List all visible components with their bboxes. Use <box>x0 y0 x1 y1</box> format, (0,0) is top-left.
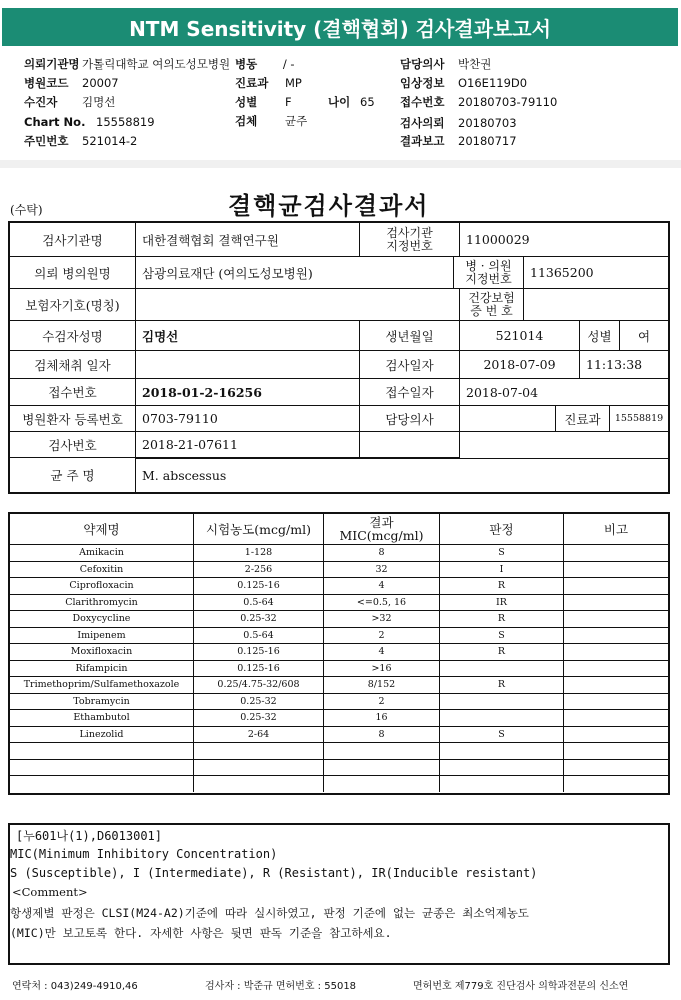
drug-cell-remark <box>564 760 668 776</box>
drug-cell-drug <box>10 760 194 776</box>
hospital-code-label: 병 · 의원 지정번호 <box>454 257 524 289</box>
col-header-result: 결과 MIC(mcg/ml) <box>324 514 440 544</box>
col-header-remark: 비고 <box>603 521 629 537</box>
notes-mic-definition: MIC(Minimum Inhibitory Concentration) <box>10 847 278 861</box>
drug-cell-drug: Imipenem <box>10 628 194 644</box>
health-insurance-label: 건강보험 증 번 호 <box>460 289 524 321</box>
drug-cell-interp: S <box>440 628 564 644</box>
drug-cell-mic: <=0.5, 16 <box>324 595 440 611</box>
header-hospital-code: 병원코드 20007 <box>24 76 119 90</box>
lab-code-value: 11000029 <box>460 223 668 257</box>
test-no-value: 2018-21-07611 <box>136 432 360 458</box>
drug-row <box>10 561 668 578</box>
drug-cell-remark <box>564 710 668 726</box>
drug-cell-mic: 2 <box>324 628 440 644</box>
drug-cell-drug: Clarithromycin <box>10 595 194 611</box>
drug-cell-drug <box>10 743 194 759</box>
drug-cell-remark <box>564 545 668 561</box>
report-banner <box>2 8 678 46</box>
drug-row <box>10 660 668 677</box>
collect-date-value <box>136 351 360 379</box>
notes-box <box>8 823 670 965</box>
document-title: 결핵균검사결과서 <box>228 191 430 220</box>
receipt-date-label: 접수일자 <box>360 379 460 406</box>
header-requester: 의뢰기관명 가톨릭대학교 여의도성모병원 <box>24 57 231 71</box>
header-dept: 진료과 MP <box>235 76 302 90</box>
footer-examiner: 검사자 : 박준규 면허번호 : 55018 <box>205 981 357 992</box>
drug-cell-drug: Ciprofloxacin <box>10 578 194 594</box>
footer-contact: 연락처 : 043)249-4910,46 <box>12 981 138 992</box>
drug-cell-drug: Tobramycin <box>10 694 194 710</box>
drug-cell-drug: Trimethoprim/Sulfamethoxazole <box>10 677 194 693</box>
patient-name-value: 김명선 <box>136 321 360 351</box>
drug-row <box>10 676 668 693</box>
drug-cell-interp <box>440 694 564 710</box>
drug-row <box>10 759 668 776</box>
drug-cell-mic: 32 <box>324 562 440 578</box>
drug-cell-drug: Doxycycline <box>10 611 194 627</box>
insurer-value <box>136 289 460 321</box>
header-chart-no: Chart No. 15558819 <box>24 115 155 129</box>
attending-doctor-label: 담당의사 <box>360 406 460 432</box>
notes-comment-line2: (MIC)만 보고토록 한다. 자세한 사항은 뒷면 판독 기준을 참고하세요. <box>10 926 392 940</box>
birth-label: 생년월일 <box>360 321 460 351</box>
drug-row <box>10 643 668 660</box>
drug-cell-remark <box>564 661 668 677</box>
test-time-value: 11:13:38 <box>580 351 668 379</box>
header-ward: 병동 / - <box>235 57 295 71</box>
drug-row <box>10 726 668 743</box>
receipt-date-value: 2018-07-04 <box>460 379 668 406</box>
col-header-concentration: 시험농도(mcg/ml) <box>194 514 324 544</box>
header-sex: 성별 F <box>235 95 292 109</box>
drug-row <box>10 610 668 627</box>
drug-row <box>10 577 668 594</box>
lab-value: 대한결핵협회 결핵연구원 <box>136 223 360 257</box>
drug-cell-mic: 8 <box>324 545 440 561</box>
requester-label: 의뢰 병의원명 <box>10 257 136 289</box>
footer-specialist: 면허번호 제779호 진단검사 의학과전문의 신소연 <box>413 981 629 992</box>
drug-cell-conc: 2-256 <box>194 562 324 578</box>
drug-cell-conc <box>194 743 324 759</box>
notes-code: [누601나(1),D6013001] <box>16 829 163 843</box>
test-date-value: 2018-07-09 <box>460 351 580 379</box>
drug-cell-interp: S <box>440 727 564 743</box>
drug-cell-conc <box>194 776 324 792</box>
header-clinical-info: 임상정보 O16E119D0 <box>400 76 528 90</box>
drug-cell-remark <box>564 644 668 660</box>
registration-label: 병원환자 등록번호 <box>10 406 136 432</box>
receipt-no-label: 접수번호 <box>10 379 136 406</box>
col-header-drug: 약제명 <box>10 514 194 544</box>
drug-row <box>10 544 668 561</box>
drug-cell-interp: R <box>440 644 564 660</box>
drug-cell-drug: Amikacin <box>10 545 194 561</box>
drug-cell-remark <box>564 578 668 594</box>
drug-cell-conc: 0.125-16 <box>194 661 324 677</box>
header-receipt-no: 접수번호 20180703-79110 <box>400 95 558 109</box>
section-separator <box>0 160 681 168</box>
registration-value: 0703-79110 <box>136 406 360 432</box>
drug-cell-drug: Moxifloxacin <box>10 644 194 660</box>
drug-cell-interp <box>440 710 564 726</box>
drug-cell-conc: 0.5-64 <box>194 628 324 644</box>
drug-cell-conc: 0.5-64 <box>194 595 324 611</box>
drug-cell-interp: R <box>440 677 564 693</box>
health-insurance-value <box>524 289 668 321</box>
drug-cell-mic: 16 <box>324 710 440 726</box>
drug-row <box>10 627 668 644</box>
requester-value: 삼광의료재단 (여의도성모병원) <box>136 257 454 289</box>
drug-cell-interp: S <box>440 545 564 561</box>
drug-cell-remark <box>564 776 668 792</box>
drug-cell-interp <box>440 760 564 776</box>
drug-cell-interp <box>440 776 564 792</box>
drug-cell-interp: R <box>440 578 564 594</box>
header-specimen: 검체 균주 <box>235 114 308 128</box>
header-report-date: 결과보고 20180717 <box>400 134 517 148</box>
notes-legend: S (Susceptible), I (Intermediate), R (Resistant), IR(Inducible resistant) <box>10 866 538 880</box>
drug-row <box>10 693 668 710</box>
drug-cell-drug: Linezolid <box>10 727 194 743</box>
drug-cell-conc: 0.25-32 <box>194 611 324 627</box>
drug-row <box>10 594 668 611</box>
drug-cell-mic: 2 <box>324 694 440 710</box>
patient-info-table <box>8 221 670 494</box>
drug-cell-drug: Rifampicin <box>10 661 194 677</box>
drug-cell-remark <box>564 562 668 578</box>
receipt-no-value: 2018-01-2-16256 <box>136 379 360 406</box>
drug-cell-mic: 8 <box>324 727 440 743</box>
notes-comment-line1: 항생제별 판정은 CLSI(M24-A2)기준에 따라 실시하였고, 판정 기준에 없는 균종은 최소억제농도 <box>10 906 529 920</box>
lab-code-label: 검사기관 지정번호 <box>360 223 460 257</box>
notes-comment-label: <Comment> <box>12 885 88 899</box>
drug-sensitivity-table <box>8 512 670 795</box>
collect-date-label: 검체채취 일자 <box>10 351 136 379</box>
drug-cell-conc: 2-64 <box>194 727 324 743</box>
drug-cell-mic <box>324 760 440 776</box>
patient-name-label: 수검자성명 <box>10 321 136 351</box>
drug-cell-interp <box>440 661 564 677</box>
drug-cell-conc: 1-128 <box>194 545 324 561</box>
drug-cell-remark <box>564 727 668 743</box>
birth-value: 521014 <box>460 321 580 351</box>
organism-value: M. abscessus <box>136 458 668 492</box>
header-doctor: 담당의사 박찬권 <box>400 57 492 71</box>
drug-cell-interp <box>440 743 564 759</box>
drug-cell-interp: I <box>440 562 564 578</box>
header-resident-no: 주민번호 521014-2 <box>24 134 138 148</box>
test-no-label: 검사번호 <box>10 432 136 458</box>
drug-cell-mic: 4 <box>324 578 440 594</box>
lab-label: 검사기관명 <box>10 223 136 257</box>
sex-value: 여 <box>620 321 668 351</box>
test-date-label: 검사일자 <box>360 351 460 379</box>
drug-cell-mic <box>324 743 440 759</box>
hospital-code-value: 11365200 <box>524 257 668 289</box>
drug-cell-mic <box>324 776 440 792</box>
drug-row <box>10 775 668 792</box>
drug-cell-conc: 0.25-32 <box>194 694 324 710</box>
header-patient: 수진자 김명선 <box>24 95 116 109</box>
empty-cell <box>460 432 668 458</box>
drug-cell-drug: Cefoxitin <box>10 562 194 578</box>
drug-cell-mic: 8/152 <box>324 677 440 693</box>
drug-cell-interp: IR <box>440 595 564 611</box>
drug-cell-remark <box>564 611 668 627</box>
drug-cell-conc: 0.25-32 <box>194 710 324 726</box>
drug-cell-interp: R <box>440 611 564 627</box>
drug-cell-conc <box>194 760 324 776</box>
header-age: 나이 65 <box>328 95 375 109</box>
report-title: NTM Sensitivity (결핵협회) 검사결과보고서 <box>129 16 551 41</box>
drug-cell-conc: 0.25/4.75-32/608 <box>194 677 324 693</box>
drug-row <box>10 742 668 759</box>
drug-cell-remark <box>564 628 668 644</box>
department-value: 15558819 <box>610 406 668 432</box>
drug-row <box>10 709 668 726</box>
drug-cell-mic: >16 <box>324 661 440 677</box>
col-header-interpretation: 판정 <box>440 514 564 544</box>
drug-cell-mic: >32 <box>324 611 440 627</box>
drug-cell-remark <box>564 595 668 611</box>
organism-label: 균 주 명 <box>10 458 136 492</box>
consignment-tag: (수탁) <box>10 203 43 217</box>
drug-cell-conc: 0.125-16 <box>194 578 324 594</box>
drug-cell-drug: Ethambutol <box>10 710 194 726</box>
drug-cell-remark <box>564 677 668 693</box>
sex-label: 성별 <box>580 321 620 351</box>
empty-cell <box>360 432 460 458</box>
header-request-date: 검사의뢰 20180703 <box>400 116 517 130</box>
drug-cell-remark <box>564 743 668 759</box>
drug-cell-drug <box>10 776 194 792</box>
attending-doctor-value <box>460 406 556 432</box>
insurer-label: 보험자기호(명칭) <box>10 289 136 321</box>
drug-cell-remark <box>564 694 668 710</box>
department-label: 진료과 <box>556 406 610 432</box>
drug-cell-mic: 4 <box>324 644 440 660</box>
drug-cell-conc: 0.125-16 <box>194 644 324 660</box>
